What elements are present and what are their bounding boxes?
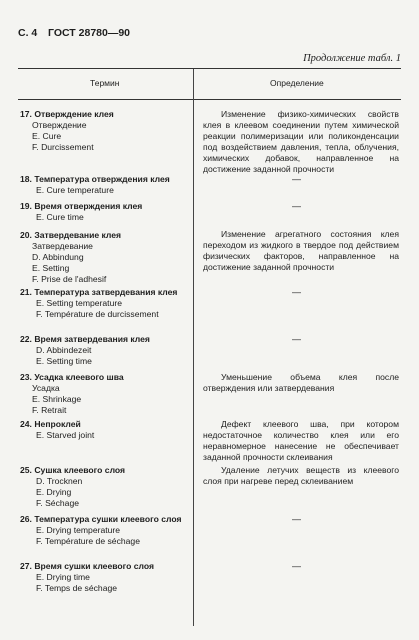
table-header-rule <box>18 99 401 100</box>
definition-20: Изменение агрегатного состояния клея переходом из жидкого в твердое под действием физических факторов, направленное на достижение заданной прочности <box>203 229 399 273</box>
column-header-definition: Определение <box>270 78 324 88</box>
term-entry-17 <box>20 109 192 153</box>
term-english: E. Setting <box>32 263 70 273</box>
definition-18: — <box>292 174 301 184</box>
term-english: E. Cure temperature <box>36 185 114 195</box>
table-top-rule <box>18 68 401 69</box>
term-english: E. Setting time <box>36 356 92 366</box>
definition-27: — <box>292 561 301 571</box>
term-entry-23 <box>20 372 192 416</box>
term-title: 25. Сушка клеевого слоя <box>20 465 126 475</box>
term-title: 19. Время отверждения клея <box>20 201 143 211</box>
definition-21: — <box>292 287 301 297</box>
term-german: D. Abbindung <box>32 252 84 262</box>
term-french: F. Prise de l'adhesif <box>32 274 107 284</box>
definition-24: Дефект клеевого шва, при котором недостаточное количество клея или его неравномерное нанесение не обеспечивает заданной прочности склеивания <box>203 419 399 463</box>
column-divider <box>193 69 194 626</box>
term-title: 23. Усадка клеевого шва <box>20 372 124 382</box>
term-synonym: Отверждение <box>32 120 87 130</box>
term-entry-20 <box>20 230 192 285</box>
term-title: 20. Затвердевание клея <box>20 230 122 240</box>
term-entry-25 <box>20 465 192 509</box>
term-entry-22 <box>20 334 192 367</box>
definition-17: Изменение физико-химических свойств клея в клеевом соединении путем химической реакции полимеризации или поликонденсации под воздействием давления, тепла, облучения, химических добавок, направленное на достижение заданной прочности <box>203 109 399 175</box>
term-title: 17. Отверждение клея <box>20 109 114 119</box>
standard-number: ГОСТ 28780—90 <box>48 27 131 39</box>
term-english: E. Cure <box>32 131 62 141</box>
term-synonym: Усадка <box>32 383 60 393</box>
term-french: F. Retrait <box>32 405 67 415</box>
term-entry-18 <box>20 174 192 196</box>
term-english: E. Drying time <box>36 572 90 582</box>
term-english: E. Shrinkage <box>32 394 82 404</box>
term-english: E. Cure time <box>36 212 84 222</box>
term-english: E. Starved joint <box>36 430 95 440</box>
table-continuation-label: Продолжение табл. 1 <box>303 53 401 64</box>
term-english: E. Drying temperature <box>36 525 121 535</box>
term-english: E. Setting temperature <box>36 298 122 308</box>
term-english: E. Drying <box>36 487 72 497</box>
term-entry-24 <box>20 419 192 441</box>
term-synonym: Затвердевание <box>32 241 93 251</box>
term-title: 24. Непроклей <box>20 419 81 429</box>
term-entry-26 <box>20 514 192 547</box>
term-german: D. Trocknen <box>36 476 83 486</box>
term-title: 21. Температура затвердевания клея <box>20 287 178 297</box>
running-header <box>18 27 401 43</box>
term-entry-19 <box>20 201 192 223</box>
term-french: F. Durcissement <box>32 142 94 152</box>
term-title: 27. Время сушки клеевого слоя <box>20 561 155 571</box>
term-entry-27 <box>20 561 192 594</box>
definition-25: Удаление летучих веществ из клеевого слоя при нагреве перед склеиванием <box>203 465 399 487</box>
term-french: F. Séchage <box>36 498 79 508</box>
term-entry-21 <box>20 287 192 320</box>
term-title: 18. Температура отверждения клея <box>20 174 170 184</box>
definition-19: — <box>292 201 301 211</box>
definition-23: Уменьшение объема клея после отверждения или затвердевания <box>203 372 399 394</box>
definition-26: — <box>292 514 301 524</box>
term-german: D. Abbindezeit <box>36 345 92 355</box>
definition-22: — <box>292 334 301 344</box>
term-title: 22. Время затвердевания клея <box>20 334 150 344</box>
term-french: F. Temps de séchage <box>36 583 118 593</box>
term-title: 26. Температура сушки клеевого слоя <box>20 514 182 524</box>
page-number: С. 4 <box>18 27 38 39</box>
term-french: F. Température de durcissement <box>36 309 159 319</box>
column-header-term: Термин <box>90 78 120 88</box>
term-french: F. Température de séchage <box>36 536 140 546</box>
